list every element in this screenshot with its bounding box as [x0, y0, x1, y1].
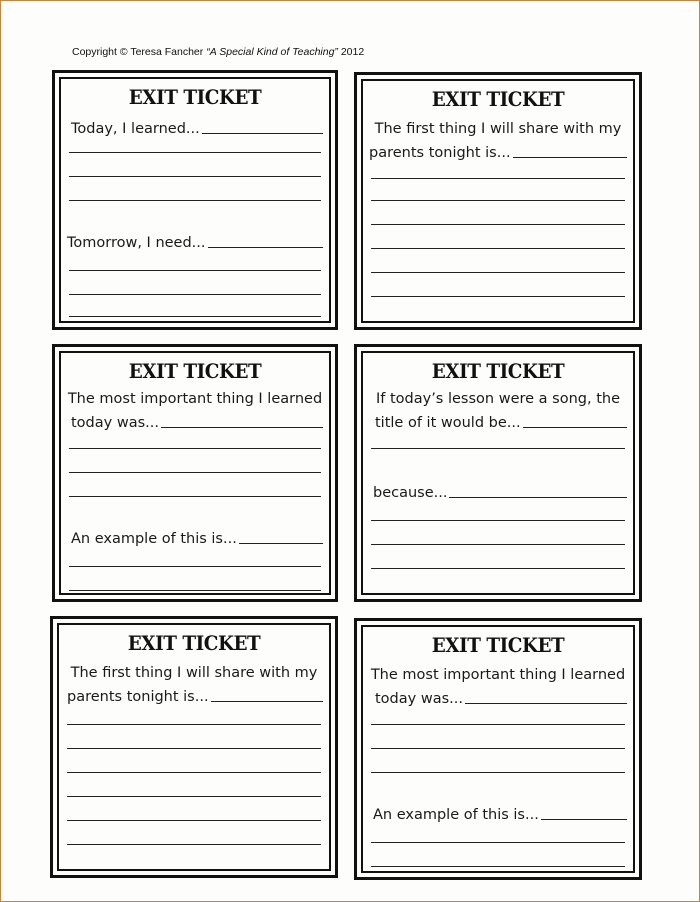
ticket-prompt	[369, 385, 627, 407]
prompt-text: title of it would be...	[375, 415, 521, 431]
ticket-title: EXIT TICKET	[431, 87, 565, 111]
prompt-text: today was...	[375, 691, 463, 707]
answer-line[interactable]	[67, 795, 321, 797]
prompt-text: today was...	[71, 415, 159, 431]
answer-line[interactable]	[69, 199, 321, 201]
answer-line[interactable]	[67, 771, 321, 773]
ticket-prompt	[67, 229, 323, 251]
answer-line[interactable]	[69, 151, 321, 153]
answer-line[interactable]	[69, 269, 321, 271]
answer-line[interactable]	[371, 841, 625, 843]
prompt-text: The first thing I will share with my	[374, 121, 622, 137]
answer-line[interactable]	[371, 223, 625, 225]
answer-line[interactable]	[69, 589, 321, 591]
answer-line[interactable]	[69, 315, 321, 317]
exit-ticket-5	[50, 616, 338, 878]
answer-line[interactable]	[371, 199, 625, 201]
answer-line[interactable]	[371, 519, 625, 521]
answer-line[interactable]	[67, 747, 321, 749]
answer-line[interactable]	[69, 293, 321, 295]
ticket-prompt	[65, 659, 323, 681]
answer-line[interactable]	[371, 771, 625, 773]
prompt-text: If today’s lesson were a song, the	[375, 391, 620, 407]
answer-line[interactable]	[371, 271, 625, 273]
answer-line[interactable]	[371, 747, 625, 749]
ticket-prompt	[375, 685, 627, 707]
answer-line[interactable]	[371, 865, 625, 867]
ticket-prompt	[369, 115, 627, 137]
prompt-text: because...	[373, 485, 448, 501]
exit-ticket-4	[354, 344, 642, 602]
answer-line[interactable]	[67, 843, 321, 845]
ticket-prompt	[71, 409, 323, 431]
copyright-work-title: “A Special Kind of Teaching”	[206, 46, 338, 58]
copyright-year: 2012	[337, 46, 365, 58]
ticket-prompt	[369, 139, 627, 161]
exit-ticket-2	[354, 72, 642, 330]
exit-ticket-3	[52, 344, 338, 602]
ticket-title: EXIT TICKET	[431, 633, 565, 657]
ticket-prompt	[71, 115, 323, 137]
prompt-text: The first thing I will share with my	[70, 665, 318, 681]
answer-line[interactable]	[69, 471, 321, 473]
answer-line[interactable]	[449, 497, 627, 498]
answer-line[interactable]	[371, 177, 625, 179]
answer-line[interactable]	[513, 157, 627, 158]
answer-line[interactable]	[69, 495, 321, 497]
exit-ticket-6	[354, 618, 642, 880]
ticket-prompt	[373, 801, 627, 823]
ticket-prompt	[375, 409, 627, 431]
copyright-notice	[72, 46, 364, 58]
prompt-text: parents tonight is...	[369, 145, 511, 161]
answer-line[interactable]	[208, 247, 323, 248]
answer-line[interactable]	[371, 723, 625, 725]
ticket-title: EXIT TICKET	[127, 631, 261, 655]
answer-line[interactable]	[371, 543, 625, 545]
answer-line[interactable]	[69, 447, 321, 449]
answer-line[interactable]	[239, 543, 323, 544]
prompt-text: Tomorrow, I need...	[67, 235, 206, 251]
prompt-text: An example of this is...	[373, 807, 539, 823]
prompt-text: parents tonight is...	[67, 689, 209, 705]
ticket-title: EXIT TICKET	[128, 359, 262, 383]
answer-line[interactable]	[371, 295, 625, 297]
answer-line[interactable]	[202, 133, 323, 134]
prompt-text: An example of this is...	[71, 531, 237, 547]
ticket-prompt	[67, 683, 323, 705]
answer-line[interactable]	[523, 427, 627, 428]
answer-line[interactable]	[69, 565, 321, 567]
ticket-prompt	[369, 661, 627, 683]
answer-line[interactable]	[371, 447, 625, 449]
ticket-prompt	[67, 385, 323, 407]
prompt-text: Today, I learned...	[71, 121, 200, 137]
answer-line[interactable]	[541, 819, 627, 820]
answer-line[interactable]	[67, 819, 321, 821]
exit-ticket-1	[52, 70, 338, 330]
answer-line[interactable]	[371, 567, 625, 569]
prompt-text: The most important thing I learned	[67, 391, 323, 407]
ticket-prompt	[71, 525, 323, 547]
answer-line[interactable]	[371, 247, 625, 249]
copyright-prefix: Copyright © Teresa Fancher	[72, 46, 207, 58]
answer-line[interactable]	[465, 703, 627, 704]
answer-line[interactable]	[211, 701, 323, 702]
answer-line[interactable]	[161, 427, 323, 428]
ticket-title: EXIT TICKET	[128, 85, 262, 109]
prompt-text: The most important thing I learned	[370, 667, 626, 683]
ticket-title: EXIT TICKET	[431, 359, 565, 383]
answer-line[interactable]	[69, 175, 321, 177]
answer-line[interactable]	[67, 723, 321, 725]
ticket-prompt	[373, 479, 627, 501]
